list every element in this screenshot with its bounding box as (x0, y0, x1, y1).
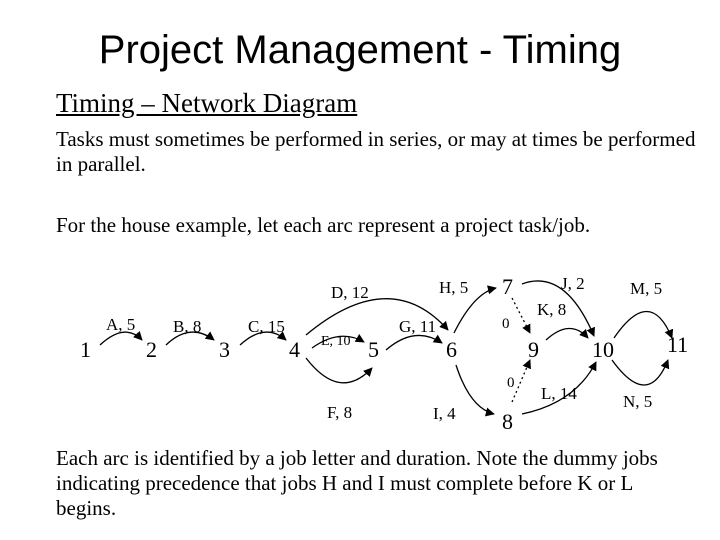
arc-label-b: B, 8 (173, 317, 202, 336)
arc-label-d: D, 12 (331, 283, 369, 302)
slide-title: Project Management - Timing (98, 28, 622, 72)
arc-explanation-paragraph: Each arc is identified by a job letter and duration. Note the dummy jobs indicating precedence that jobs H and I must complete before K or L begins. (56, 446, 658, 520)
arc-a (100, 332, 142, 345)
node-5: 5 (368, 337, 379, 362)
node-11: 11 (667, 332, 689, 357)
arc-label-g: G, 11 (399, 317, 437, 336)
node-1: 1 (80, 337, 91, 362)
arc-label-j: J, 2 (561, 274, 585, 293)
node-8: 8 (502, 409, 513, 434)
arc-label-m: M, 5 (630, 279, 663, 298)
arc-label-l: L, 14 (541, 384, 577, 403)
arc-m (614, 312, 672, 339)
node-6: 6 (446, 337, 457, 362)
node-4: 4 (289, 337, 300, 362)
arc-label-k: K, 8 (537, 300, 567, 319)
node-3: 3 (219, 337, 230, 362)
arc-label-c: C, 15 (248, 317, 285, 336)
arc-label-h: H, 5 (439, 278, 469, 297)
arc-g (386, 335, 442, 350)
arc-label-e: E, 10 (321, 334, 351, 349)
arc-f (306, 358, 372, 383)
dummy-label-upper: 0 (502, 316, 510, 332)
dummy-arc-lower (512, 360, 530, 402)
arc-label-a: A, 5 (106, 315, 136, 334)
node-2: 2 (146, 337, 157, 362)
dummy-arc-upper (512, 298, 530, 333)
arc-label-n: N, 5 (623, 392, 653, 411)
node-9: 9 (528, 337, 539, 362)
intro-paragraph: Tasks must sometimes be performed in series, or may at times be performed in parallel. (56, 127, 696, 176)
house-example-paragraph: For the house example, let each arc represent a project task/job. (56, 213, 591, 237)
node-7: 7 (502, 274, 513, 299)
arc-label-f: F, 8 (327, 403, 353, 422)
dummy-label-lower: 0 (507, 375, 515, 391)
arc-k (546, 328, 588, 340)
slide-subtitle: Timing – Network Diagram (56, 88, 358, 118)
arc-label-i: I, 4 (433, 404, 456, 423)
arc-i (456, 365, 494, 414)
arc-n (612, 360, 668, 385)
node-10: 10 (592, 337, 614, 362)
